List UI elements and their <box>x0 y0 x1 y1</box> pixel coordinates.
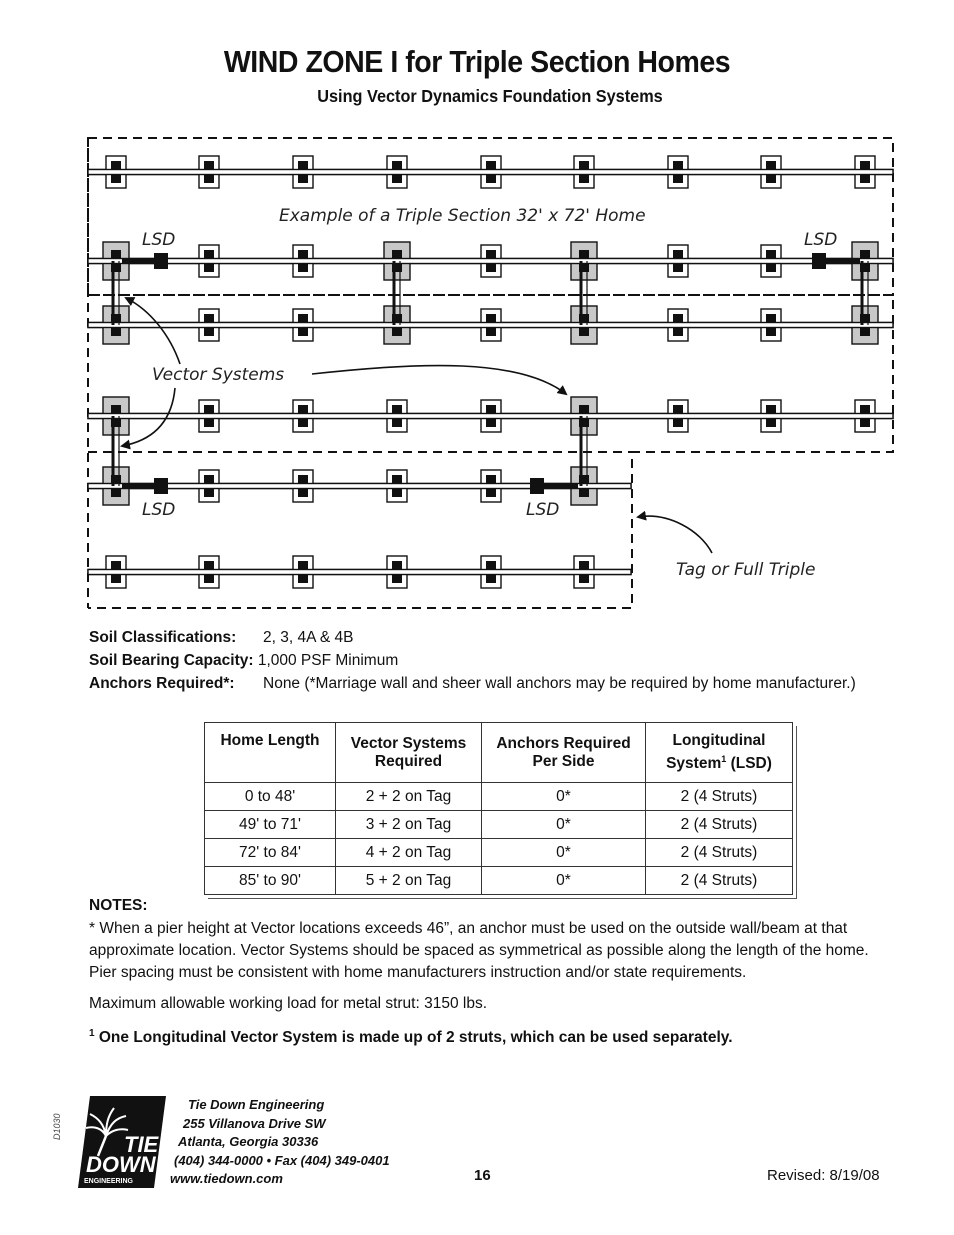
header-long-system: System <box>666 755 722 773</box>
anchors-label: Anchors Required*: <box>89 675 235 692</box>
header-home-length: Home Length <box>205 723 336 783</box>
vector-systems-label: Vector Systems <box>152 365 285 385</box>
note-max-load: Maximum allowable working load for metal strut: 3150 lbs. <box>89 995 488 1012</box>
header-long-lsd: (LSD) <box>726 755 772 773</box>
page-subtitle: Using Vector Dynamics Foundation Systems <box>317 86 663 106</box>
arrow-to-tag <box>638 516 712 553</box>
cell-vector: 4 + 2 on Tag <box>336 839 482 867</box>
logo-word-tie: TIE <box>124 1132 159 1157</box>
cell-longitudinal: 2 (4 Struts) <box>646 839 793 867</box>
i-beam-overlay <box>88 259 893 264</box>
soil-bearing-label: Soil Bearing Capacity: <box>89 652 254 669</box>
cell-vector: 2 + 2 on Tag <box>336 783 482 811</box>
table-row <box>205 839 793 867</box>
cell-vector: 3 + 2 on Tag <box>336 811 482 839</box>
soil-class-value: 2, 3, 4A & 4B <box>263 629 354 646</box>
cell-anchors: 0* <box>482 811 646 839</box>
company-name: Tie Down Engineering <box>188 1097 325 1112</box>
arrow-to-middle-vector <box>312 365 566 394</box>
header-vector-line1: Vector Systems <box>350 734 467 752</box>
lsd-label-bottom-left: LSD <box>142 500 176 520</box>
cell-anchors: 0* <box>482 783 646 811</box>
cell-length: 72' to 84' <box>205 839 336 867</box>
lsd-label-top-right: LSD <box>804 230 838 250</box>
header-vector-systems <box>336 723 482 783</box>
tie-down-logo <box>76 1094 168 1190</box>
company-website[interactable]: www.tiedown.com <box>170 1171 283 1187</box>
footnote <box>89 1023 889 1049</box>
i-beam-overlay <box>88 414 893 419</box>
soil-classifications <box>89 629 354 647</box>
header-longitudinal <box>646 723 793 783</box>
header-anchors-line2: Per Side <box>532 752 595 770</box>
i-beam-overlay <box>88 570 631 575</box>
company-city: Atlanta, Georgia 30336 <box>178 1134 319 1150</box>
table-header-row <box>205 723 793 783</box>
cell-length: 49' to 71' <box>205 811 336 839</box>
company-address <box>170 1096 390 1189</box>
cell-vector: 5 + 2 on Tag <box>336 867 482 895</box>
cell-anchors: 0* <box>482 839 646 867</box>
note-pier-height: * When a pier height at Vector locations exceeds 46”, an anchor must be used on the outside wall/beam at that approximate location. Vector Systems should be spaced as symmetrical as possible along the length of the home. Pier spacing must be consistent with home manufacturers instruction and/or state requirements. <box>89 920 869 981</box>
page-number: 16 <box>474 1167 491 1184</box>
company-phone: (404) 344-0000 • Fax (404) 349-0401 <box>174 1152 390 1168</box>
cell-length: 85' to 90' <box>205 867 336 895</box>
revised-date: Revised: 8/19/08 <box>767 1167 880 1184</box>
cell-longitudinal: 2 (4 Struts) <box>646 783 793 811</box>
tag-label: Tag or Full Triple <box>676 560 816 580</box>
document-id: D1030 <box>52 1113 62 1140</box>
i-beam-overlay <box>88 170 893 175</box>
arrow-to-top-vector <box>126 298 180 364</box>
notes-heading: NOTES: <box>89 897 148 914</box>
i-beam-overlay <box>88 323 893 328</box>
cell-anchors: 0* <box>482 867 646 895</box>
lsd-label-bottom-right: LSD <box>526 500 560 520</box>
header-long-sup: 1 <box>721 753 727 764</box>
soil-bearing-value: 1,000 PSF Minimum <box>257 652 399 669</box>
lsd-label-top-left: LSD <box>142 230 176 250</box>
footnote-mark: 1 <box>89 1028 95 1039</box>
requirements-table <box>204 722 793 895</box>
header-anchors-line1: Anchors Required <box>496 734 631 752</box>
company-street: 255 Villanova Drive SW <box>183 1115 326 1131</box>
soil-class-label: Soil Classifications: <box>89 629 237 646</box>
footnote-text: One Longitudinal Vector System is made up of 2 struts, which can be used separately. <box>98 1029 733 1047</box>
header-vector-line2: Required <box>374 752 443 770</box>
logo-word-down: DOWN <box>86 1152 156 1177</box>
page-title: WIND ZONE I for Triple Section Homes <box>223 44 731 79</box>
table-row <box>205 867 793 895</box>
cell-length: 0 to 48' <box>205 783 336 811</box>
table-row <box>205 783 793 811</box>
cell-longitudinal: 2 (4 Struts) <box>646 811 793 839</box>
diagram-caption: Example of a Triple Section 32' x 72' Home <box>279 206 646 226</box>
table-row <box>205 811 793 839</box>
cell-longitudinal: 2 (4 Struts) <box>646 867 793 895</box>
header-anchors <box>482 723 646 783</box>
header-long-line2 <box>650 750 788 773</box>
logo-word-engineering: ENGINEERING <box>84 1178 134 1185</box>
soil-bearing <box>89 652 398 670</box>
anchors-value: None (*Marriage wall and sheer wall anchors may be required by home manufacturer.) <box>263 675 856 692</box>
header-long-line1: Longitudinal <box>672 731 766 749</box>
anchors-required <box>89 675 856 693</box>
